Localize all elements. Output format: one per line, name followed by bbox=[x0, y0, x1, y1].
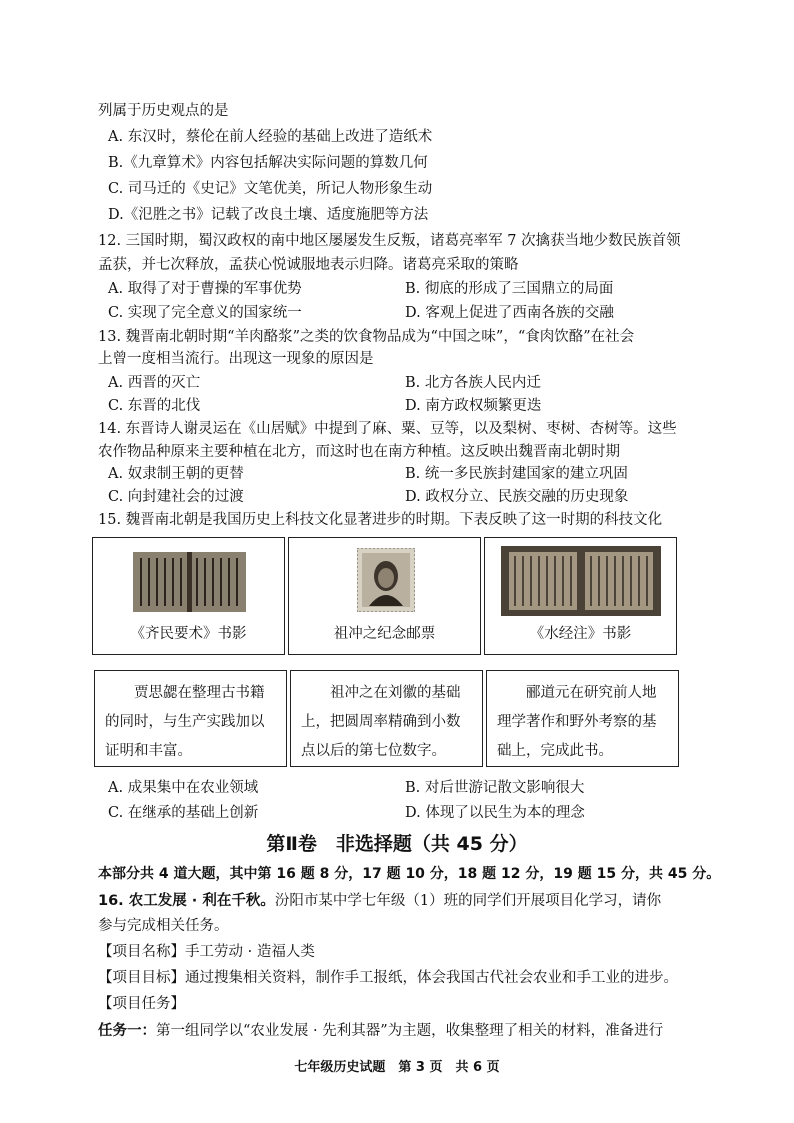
book-photo-icon bbox=[501, 546, 661, 616]
table-description-cell bbox=[94, 670, 287, 767]
q15-option-c: C. 在继承的基础上创新 bbox=[108, 805, 259, 821]
table-caption: 《齐民要术》书影 bbox=[130, 626, 247, 642]
q14-option-d: D. 政权分立、民族交融的历史现象 bbox=[405, 489, 629, 505]
q12-stem-line1: 12. 三国时期，蜀汉政权的南中地区屡屡发生反叛，诸葛亮率军 7 次擒获当地少数民族首领 bbox=[98, 233, 681, 249]
q11-option-c: C. 司马迁的《史记》文笔优美，所记人物形象生动 bbox=[108, 181, 433, 197]
q11-stem: 列属于历史观点的是 bbox=[98, 103, 229, 119]
q15-option-a: A. 成果集中在农业领域 bbox=[108, 780, 259, 796]
table-caption: 《水经注》书影 bbox=[529, 626, 632, 642]
project-goal-value: 通过搜集相关资料，制作手工报纸，体会我国古代社会农业和手工业的进步。 bbox=[185, 970, 678, 986]
task1-label: 任务一： bbox=[98, 1023, 156, 1039]
q11-option-a: A. 东汉时，蔡伦在前人经验的基础上改进了造纸术 bbox=[108, 129, 433, 145]
q14-stem-line2: 农作物品种原来主要种植在北方，而这时也在南方种植。这反映出魏晋南北朝时期 bbox=[98, 444, 620, 460]
q13-stem-line2: 上曾一度相当流行。出现这一现象的原因是 bbox=[98, 351, 374, 367]
section-title: 第Ⅱ卷 非选择题（共 45 分） bbox=[266, 833, 528, 855]
table-caption: 祖冲之纪念邮票 bbox=[333, 626, 436, 642]
table-cell-zuchongzhi bbox=[288, 537, 481, 655]
q12-option-b: B. 彻底的形成了三国鼎立的局面 bbox=[405, 281, 614, 297]
q14-option-b: B. 统一多民族封建国家的建立巩固 bbox=[405, 466, 628, 482]
q11-option-b: B.《九章算术》内容包括解决实际问题的算数几何 bbox=[108, 155, 428, 171]
table-cell-shuijingzhu bbox=[484, 537, 677, 655]
q15-option-d: D. 体现了以民生为本的理念 bbox=[405, 805, 585, 821]
q13-option-c: C. 东晋的北伐 bbox=[108, 398, 201, 414]
q13-option-d: D. 南方政权频繁更迭 bbox=[405, 398, 542, 414]
book-photo-icon bbox=[133, 552, 246, 612]
q11-option-d: D.《氾胜之书》记载了改良土壤、适度施肥等方法 bbox=[108, 207, 429, 223]
project-name-label: 【项目名称】 bbox=[98, 944, 185, 960]
table-description: 郦道元在研究前人地理学著作和野外考察的基础上，完成此书。 bbox=[497, 685, 657, 759]
q13-option-b: B. 北方各族人民内迁 bbox=[405, 375, 541, 391]
q16-project-name bbox=[98, 941, 315, 963]
q16-stem-text: 汾阳市某中学七年级（1）班的同学们开展项目化学习，请你 bbox=[274, 893, 662, 909]
q15-stem: 15. 魏晋南北朝是我国历史上科技文化显著进步的时期。下表反映了这一时期的科技文化 bbox=[98, 512, 663, 528]
q12-option-c: C. 实现了完全意义的国家统一 bbox=[108, 305, 302, 321]
q13-stem-line1: 13. 魏晋南北朝时期“羊肉酪浆”之类的饮食物品成为“中国之味”，“食肉饮酪”在社会 bbox=[98, 329, 635, 345]
q15-option-b: B. 对后世游记散文影响很大 bbox=[405, 780, 585, 796]
q16-task1 bbox=[98, 1020, 663, 1042]
q16-stem-line1 bbox=[98, 890, 661, 912]
q13-option-a: A. 西晋的灭亡 bbox=[108, 375, 201, 391]
table-description-cell bbox=[290, 670, 483, 767]
page-footer: 七年级历史试题 第 3 页 共 6 页 bbox=[294, 1060, 500, 1075]
q12-option-d: D. 客观上促进了西南各族的交融 bbox=[405, 305, 614, 321]
table-cell-qiminyaoshu bbox=[92, 537, 285, 655]
q16-project-goal bbox=[98, 967, 678, 989]
table-description-cell bbox=[486, 670, 679, 767]
q12-option-a: A. 取得了对于曹操的军事优势 bbox=[108, 281, 302, 297]
q16-stem-line2: 参与完成相关任务。 bbox=[98, 918, 229, 934]
table-description: 祖冲之在刘徽的基础上，把圆周率精确到小数点以后的第七位数字。 bbox=[301, 685, 461, 759]
task1-text: 第一组同学以“农业发展 · 先利其器”为主题，收集整理了相关的材料，准备进行 bbox=[156, 1023, 664, 1039]
section-intro: 本部分共 4 道大题，其中第 16 题 8 分，17 题 10 分，18 题 12 分，19 题 15 分，共 45 分。 bbox=[98, 866, 721, 882]
q16-theme: 16. 农工发展 · 利在千秋。 bbox=[98, 893, 275, 909]
stamp-portrait-icon bbox=[357, 548, 415, 612]
q16-project-task-label: 【项目任务】 bbox=[98, 996, 185, 1012]
project-name-value: 手工劳动 · 造福人类 bbox=[185, 944, 315, 960]
q14-option-a: A. 奴隶制王朝的更替 bbox=[108, 466, 244, 482]
table-description: 贾思勰在整理古书籍的同时，与生产实践加以证明和丰富。 bbox=[105, 685, 265, 759]
q12-stem-line2: 孟获，并七次释放，孟获心悦诚服地表示归降。诸葛亮采取的策略 bbox=[98, 257, 519, 273]
q14-option-c: C. 向封建社会的过渡 bbox=[108, 489, 244, 505]
project-goal-label: 【项目目标】 bbox=[98, 970, 185, 986]
q14-stem-line1: 14. 东晋诗人谢灵运在《山居赋》中提到了麻、粟、豆等，以及梨树、枣树、杏树等。这些 bbox=[98, 421, 677, 437]
